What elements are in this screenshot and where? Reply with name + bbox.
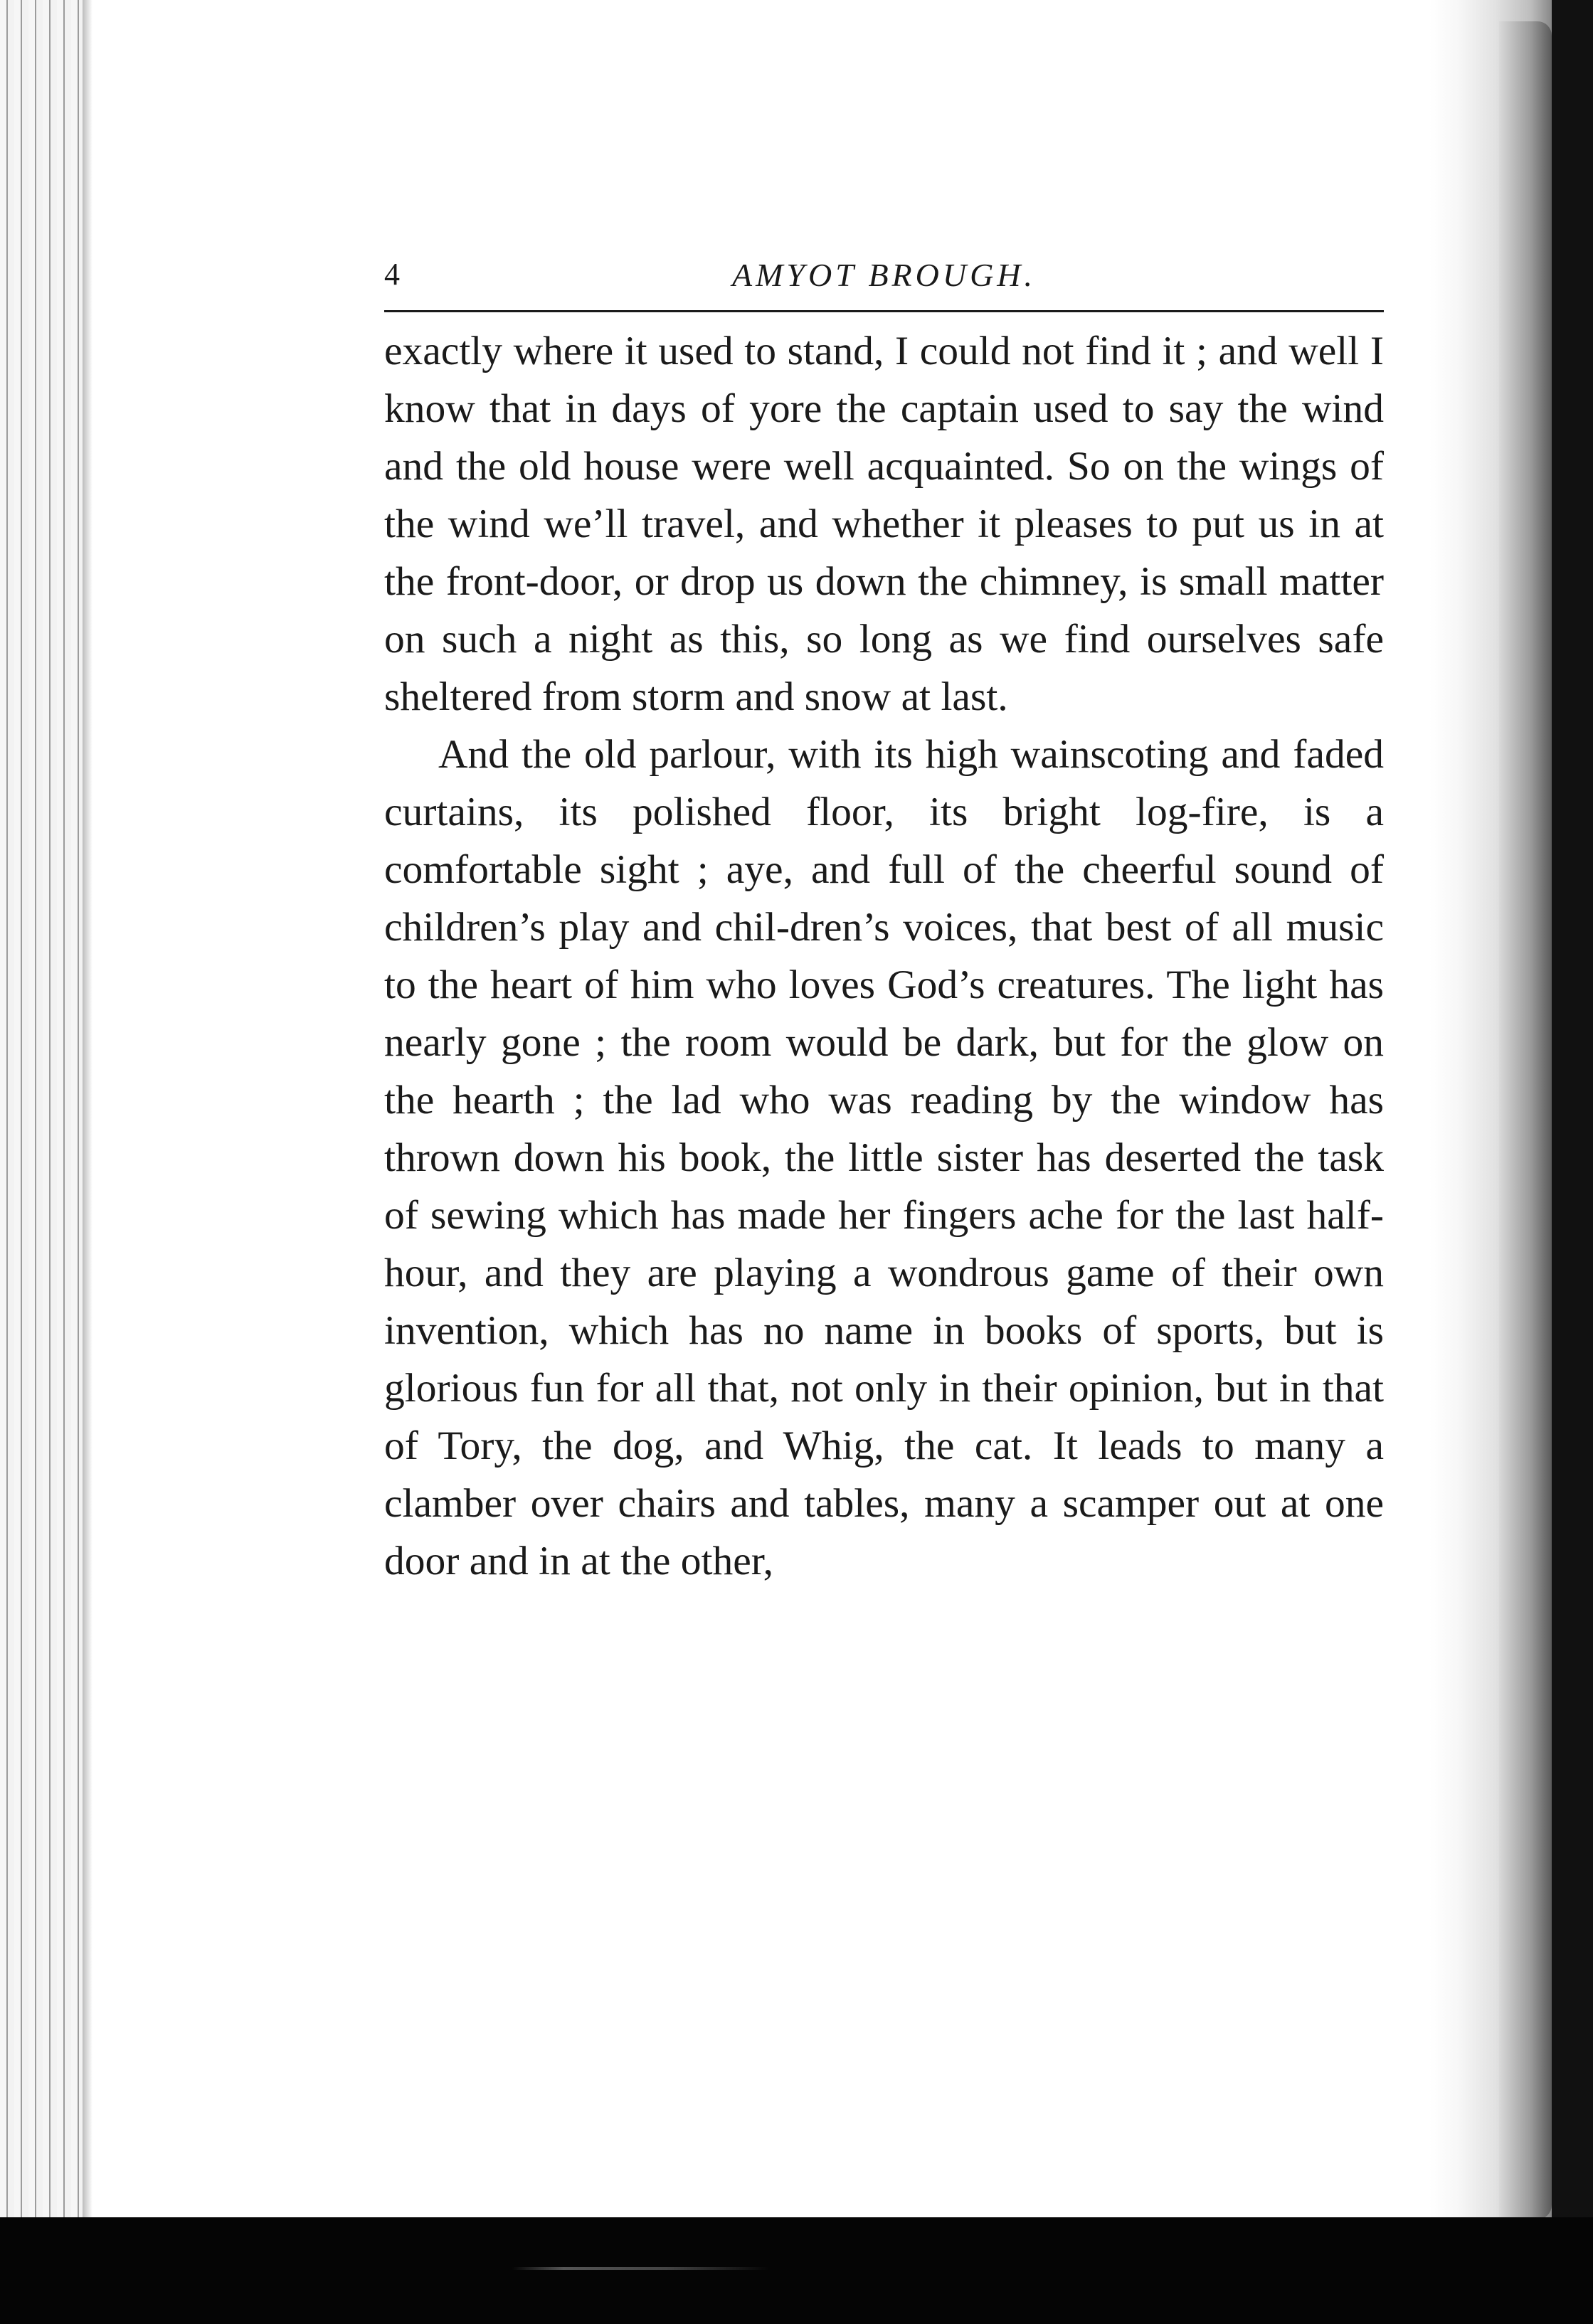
scan-artifact [512, 2267, 768, 2270]
paragraph-2: And the old parlour, with its high wainscoting and faded curtains, its polished floor, its bright log-fire, is a comfortable sight ; aye, and full of the cheerful sound of children’s play and chil-dren’s voices, that best of all music to the heart of him who loves God’s creatures. The light has nearly gone ; the room would be dark, but for the glow on the hearth ; the lad who was reading by the window has thrown down his book, the little sister has deserted the task of sewing which has made her fingers ache for the last half-hour, and they are playing a wondrous game of their own invention, which has no name in books of sports, but is glorious fun for all that, not only in their opinion, but in that of Tory, the dog, and Whig, the cat. It leads to many a clamber over chairs and tables, many a scamper out at one door and in at the other, [384, 732, 1384, 1583]
running-head [384, 256, 1384, 306]
next-page-edge [1499, 21, 1552, 2219]
header-rule [384, 310, 1384, 312]
book-page [384, 256, 1384, 1590]
page-number: 4 [384, 257, 400, 292]
scanner-edge-bottom [0, 2217, 1593, 2324]
scanner-edge-right [1552, 0, 1593, 2324]
body-text [384, 322, 1384, 1590]
stacked-page-edges [0, 0, 92, 2324]
paragraph-1: exactly where it used to stand, I could not find it ; and well I know that in days of yore the captain used to say the wind and the old house were well acquainted. So on the wings of the wind we’ll travel, and whether it pleases to put us in at the front-door, or drop us down the chimney, is small matter on such a night as this, so long as we find ourselves safe sheltered from storm and snow at last. [384, 329, 1384, 719]
running-title: AMYOT BROUGH. [731, 257, 1037, 293]
